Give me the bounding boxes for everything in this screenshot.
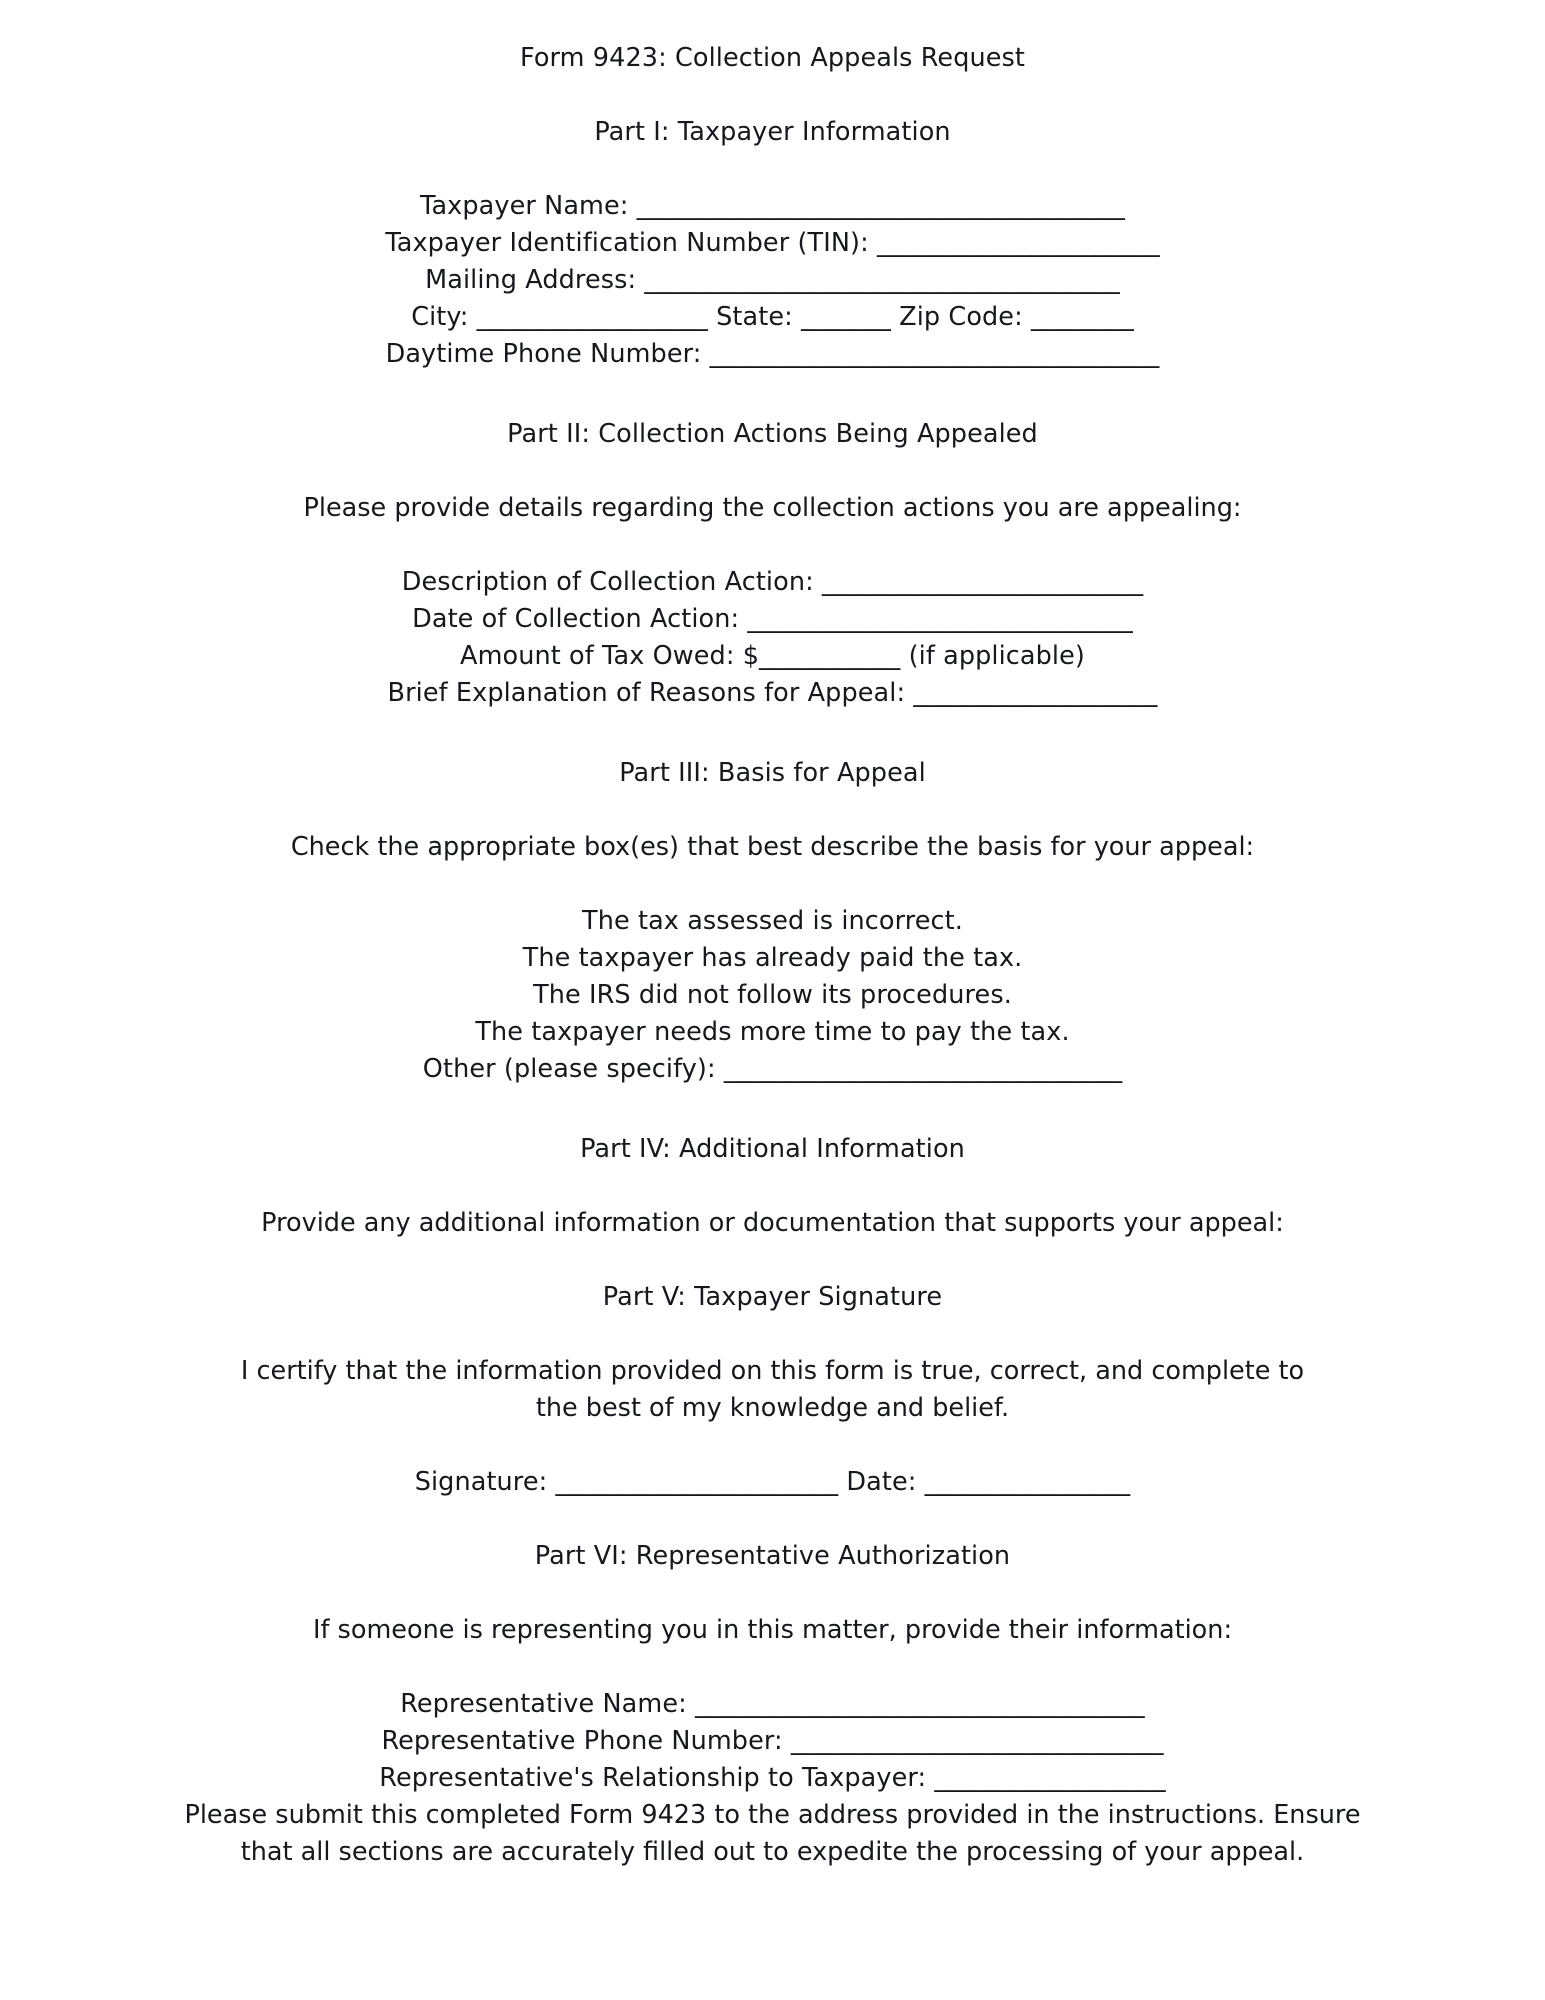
part-2-intro: Please provide details regarding the collection actions you are appealing: (303, 493, 1242, 523)
part-2-fields (73, 564, 1473, 712)
form-body (73, 40, 1473, 1871)
field-representative-name: Representative Name: ___________________________________ (400, 1689, 1145, 1719)
field-city-state-zip: City: __________________ State: _______ Zip Code: ________ (411, 302, 1134, 332)
field-representative-phone: Representative Phone Number: _____________________________ (381, 1726, 1164, 1756)
option-already-paid: The taxpayer has already paid the tax. (522, 943, 1023, 973)
field-date-of-collection-action: Date of Collection Action: ______________________________ (412, 604, 1133, 634)
section-heading-part-5: Part V: Taxpayer Signature (602, 1282, 943, 1312)
option-tax-assessed-incorrect: The tax assessed is incorrect. (582, 906, 963, 936)
field-mailing-address: Mailing Address: _____________________________________ (425, 265, 1120, 295)
spacer (73, 1649, 1473, 1686)
spacer (73, 1575, 1473, 1612)
spacer (73, 792, 1473, 829)
option-needs-more-time: The taxpayer needs more time to pay the tax. (475, 1017, 1070, 1047)
field-representative-relationship: Representative's Relationship to Taxpayer: __________________ (379, 1763, 1166, 1793)
field-taxpayer-name: Taxpayer Name: ______________________________________ (420, 191, 1125, 221)
option-irs-procedures: The IRS did not follow its procedures. (533, 980, 1012, 1010)
section-heading-part-2: Part II: Collection Actions Being Appealed (507, 419, 1038, 449)
spacer (73, 1316, 1473, 1353)
section-heading-part-6: Part VI: Representative Authorization (534, 1541, 1011, 1571)
section-heading-part-1: Part I: Taxpayer Information (594, 117, 951, 147)
spacer (73, 712, 1473, 755)
spacer (73, 1088, 1473, 1131)
spacer (73, 527, 1473, 564)
spacer (73, 1168, 1473, 1205)
part-1-fields (73, 188, 1473, 373)
field-brief-explanation: Brief Explanation of Reasons for Appeal: ___________________ (387, 678, 1158, 708)
part-3-options (73, 903, 1473, 1088)
spacer (73, 1242, 1473, 1279)
spacer (73, 77, 1473, 114)
field-amount-of-tax-owed: Amount of Tax Owed: $___________ (if applicable) (460, 641, 1085, 671)
page-title: Form 9423: Collection Appeals Request (519, 43, 1026, 73)
part-3-intro: Check the appropriate box(es) that best describe the basis for your appeal: (290, 832, 1255, 862)
field-description-of-collection-action: Description of Collection Action: _________________________ (401, 567, 1144, 597)
spacer (73, 1501, 1473, 1538)
certification-statement: I certify that the information provided on this form is true, correct, and complete to the best of my knowledge and belief. (240, 1356, 1305, 1423)
part-4-intro: Provide any additional information or documentation that supports your appeal: (261, 1208, 1284, 1238)
spacer (73, 1427, 1473, 1464)
spacer (73, 866, 1473, 903)
closing-instructions: Please submit this completed Form 9423 to the address provided in the instructions. Ensure that all sections are accurately filled out to expedite the processing of your appeal. (184, 1800, 1361, 1867)
field-daytime-phone: Daytime Phone Number: ___________________________________ (385, 339, 1160, 369)
part-6-intro: If someone is representing you in this matter, provide their information: (312, 1615, 1233, 1645)
section-heading-part-3: Part III: Basis for Appeal (619, 758, 926, 788)
signature-and-date-line: Signature: ______________________ Date: ________________ (414, 1467, 1131, 1497)
spacer (73, 373, 1473, 416)
field-taxpayer-tin: Taxpayer Identification Number (TIN): ______________________ (385, 228, 1160, 258)
part-6-fields (73, 1686, 1473, 1797)
spacer (73, 151, 1473, 188)
spacer (73, 453, 1473, 490)
option-other-specify: Other (please specify): _______________________________ (422, 1054, 1123, 1084)
section-heading-part-4: Part IV: Additional Information (580, 1134, 965, 1164)
